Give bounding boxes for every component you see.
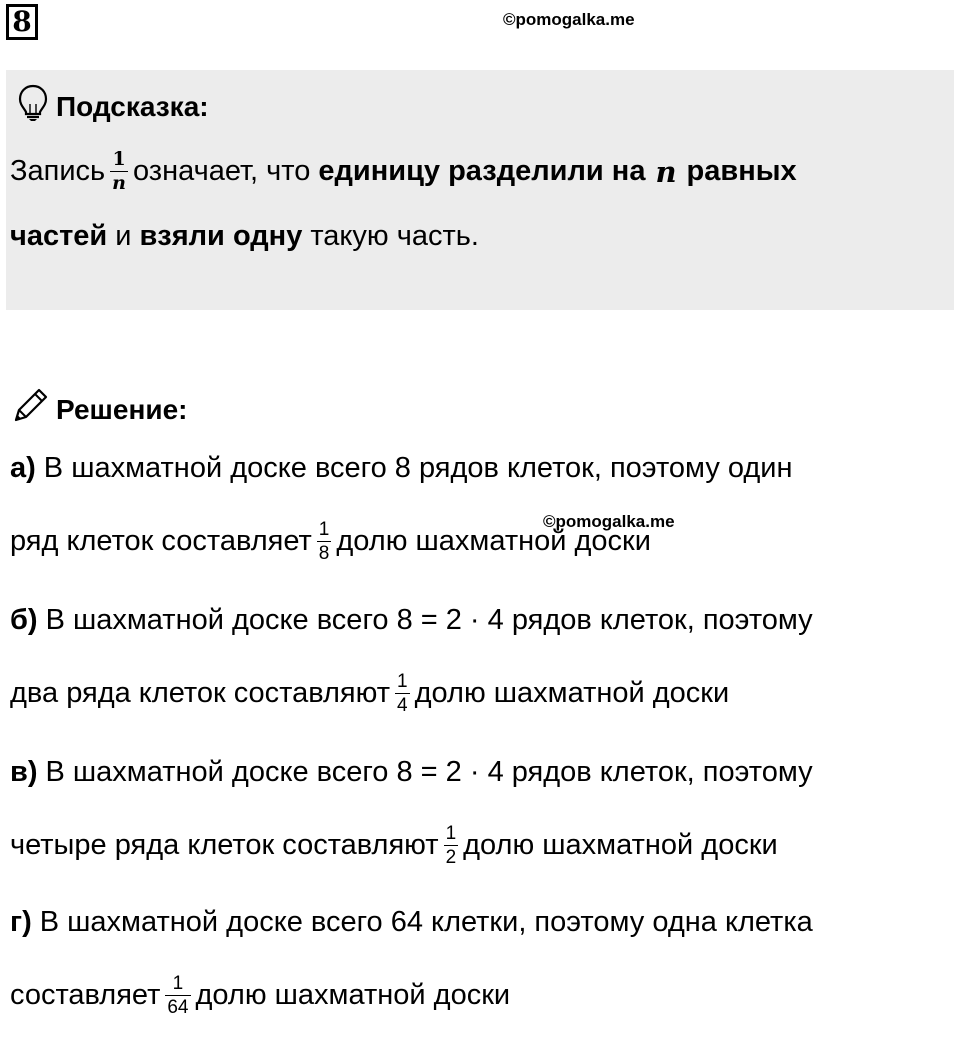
item-text: В шахматной доске всего 8 рядов клеток, поэтому один [43, 452, 793, 484]
solution-d-line-1 [10, 906, 813, 939]
solution-c-line-1 [10, 756, 813, 789]
solution-a-line-2 [10, 520, 651, 563]
item-text: долю шахматной доски [414, 677, 730, 709]
hint-text: Запись [10, 155, 106, 187]
item-text: В шахматной доске всего 8 = 2 · 4 рядов клеток, поэтому [45, 604, 813, 636]
fraction-denominator: 4 [397, 695, 408, 716]
solution-title [10, 386, 187, 433]
fraction-denominator: 64 [167, 997, 189, 1018]
item-text: два ряда клеток составляют [10, 677, 391, 709]
fraction-denominator: 2 [445, 847, 457, 868]
pencil-icon [10, 386, 50, 433]
hint-bold-text: частей [10, 220, 108, 252]
item-label: а) [10, 452, 36, 484]
item-text: долю шахматной доски [195, 979, 511, 1011]
hint-bold-text: взяли одну [139, 220, 303, 252]
fraction-1-8 [317, 520, 332, 563]
hint-line-1 [10, 150, 797, 193]
fraction-numerator: 1 [172, 973, 184, 994]
fraction-1-2 [444, 824, 459, 867]
fraction-denominator: 8 [318, 543, 330, 564]
solution-d-line-2 [10, 974, 510, 1017]
fraction-1-4 [395, 672, 410, 715]
hint-title-text: Подсказка: [56, 90, 209, 122]
item-label: б) [10, 604, 38, 636]
item-label: в) [10, 756, 38, 788]
watermark-top: ©pomogalka.me [503, 10, 635, 29]
hint-bold-text: равных [686, 155, 797, 187]
solution-a-line-1 [10, 452, 793, 485]
fraction-numerator: 1 [397, 671, 408, 692]
hint-line-2 [10, 220, 479, 253]
task-number: 8 [6, 4, 38, 40]
lightbulb-icon [18, 84, 48, 129]
watermark-middle: ©pomogalka.me [543, 512, 675, 531]
fraction-numerator: 1 [445, 823, 457, 844]
item-text: долю шахматной доски [336, 525, 651, 557]
hint-bold-text: единицу разделили на [318, 155, 646, 187]
fraction-numerator: 1 [318, 519, 330, 540]
item-text: В шахматной доске всего 8 = 2 · 4 рядов клеток, поэтому [45, 756, 813, 788]
item-text: составляет [10, 979, 161, 1011]
variable-n: n [655, 154, 677, 189]
item-text: четыре ряда клеток составляют [10, 829, 439, 861]
item-label: г) [10, 906, 32, 938]
item-text: ряд клеток составляет [10, 525, 312, 557]
solution-c-line-2 [10, 824, 778, 867]
solution-title-text: Решение: [56, 393, 188, 425]
hint-title [18, 84, 209, 129]
solution-b-line-1 [10, 604, 813, 637]
fraction-1-n [110, 150, 128, 193]
hint-text: означает, что [132, 155, 311, 187]
fraction-1-64 [165, 974, 190, 1017]
fraction-denominator: n [112, 172, 126, 194]
solution-b-line-2 [10, 672, 729, 715]
fraction-numerator: 1 [112, 148, 126, 170]
hint-text: такую часть. [310, 220, 479, 252]
hint-text: и [115, 220, 132, 252]
item-text: долю шахматной доски [463, 829, 778, 861]
item-text: В шахматной доске всего 64 клетки, поэтому одна клетка [39, 906, 813, 938]
